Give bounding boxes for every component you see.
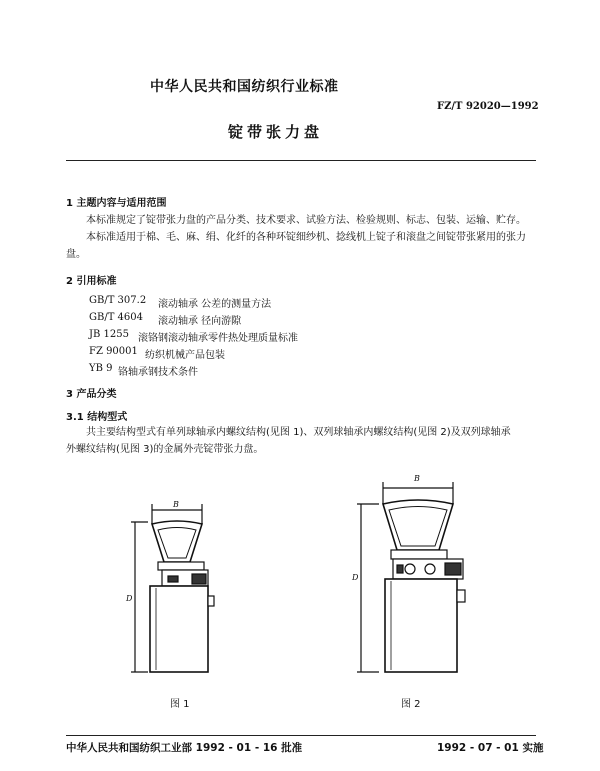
reference-name: 滚动轴承 公差的测量方法 bbox=[158, 299, 272, 310]
section-3-heading: 3 产品分类 bbox=[66, 389, 117, 400]
section-1-paragraph-2-line-2: 盘。 bbox=[66, 249, 86, 260]
section-1-heading: 1 主题内容与适用范围 bbox=[66, 198, 167, 209]
reference-code: JB 1255 bbox=[89, 329, 129, 340]
section-1-paragraph-1: 本标准规定了锭带张力盘的产品分类、技术要求、试验方法、检验规则、标志、包装、运输、贮存。 bbox=[86, 215, 526, 226]
figure-1-dimension-b: B bbox=[173, 500, 179, 509]
reference-code: FZ 90001 bbox=[89, 346, 138, 357]
footer-divider bbox=[66, 735, 536, 736]
section-3-1-heading: 3.1 结构型式 bbox=[66, 412, 128, 423]
section-3-1-paragraph-line-1: 共主要结构型式有单列球轴承内螺纹结构(见图 1)、双列球轴承内螺纹结构(见图 2)及双列球轴承 bbox=[86, 427, 511, 438]
figure-2-dimension-d: D bbox=[352, 573, 359, 582]
standard-code: FZ/T 92020—1992 bbox=[437, 101, 539, 112]
figure-1-drawing bbox=[130, 500, 230, 680]
figure-2-caption: 图 2 bbox=[401, 699, 421, 710]
figure-2-dimension-b: B bbox=[414, 474, 420, 483]
reference-name: 滚铬钢滚动轴承零件热处理质量标准 bbox=[138, 333, 298, 344]
figure-1-dimension-d: D bbox=[126, 594, 133, 603]
reference-name: 滚动轴承 径向游隙 bbox=[158, 316, 242, 327]
figure-2-drawing bbox=[355, 478, 475, 678]
section-1-paragraph-2-line-1: 本标准适用于棉、毛、麻、绢、化纤的各种环锭细纱机、捻线机上锭子和滚盘之间锭带张紧用的张力 bbox=[86, 232, 526, 243]
reference-code: GB/T 4604 bbox=[89, 312, 144, 323]
document-title: 锭带张力盘 bbox=[228, 123, 324, 141]
reference-code: YB 9 bbox=[89, 363, 113, 374]
reference-code: GB/T 307.2 bbox=[89, 295, 147, 306]
standard-org-title: 中华人民共和国纺织行业标准 bbox=[150, 79, 339, 95]
section-2-heading: 2 引用标准 bbox=[66, 276, 117, 287]
header-divider bbox=[66, 160, 536, 161]
implementation-date: 1992 - 07 - 01 实施 bbox=[437, 742, 544, 754]
reference-name: 铬轴承钢技术条件 bbox=[118, 367, 198, 378]
section-3-1-paragraph-line-2: 外螺纹结构(见图 3)的金属外壳锭带张力盘。 bbox=[66, 444, 264, 455]
reference-name: 纺织机械产品包装 bbox=[145, 350, 225, 361]
approval-line: 中华人民共和国纺织工业部 1992 - 01 - 16 批准 bbox=[66, 742, 303, 754]
figure-1-caption: 图 1 bbox=[170, 699, 190, 710]
